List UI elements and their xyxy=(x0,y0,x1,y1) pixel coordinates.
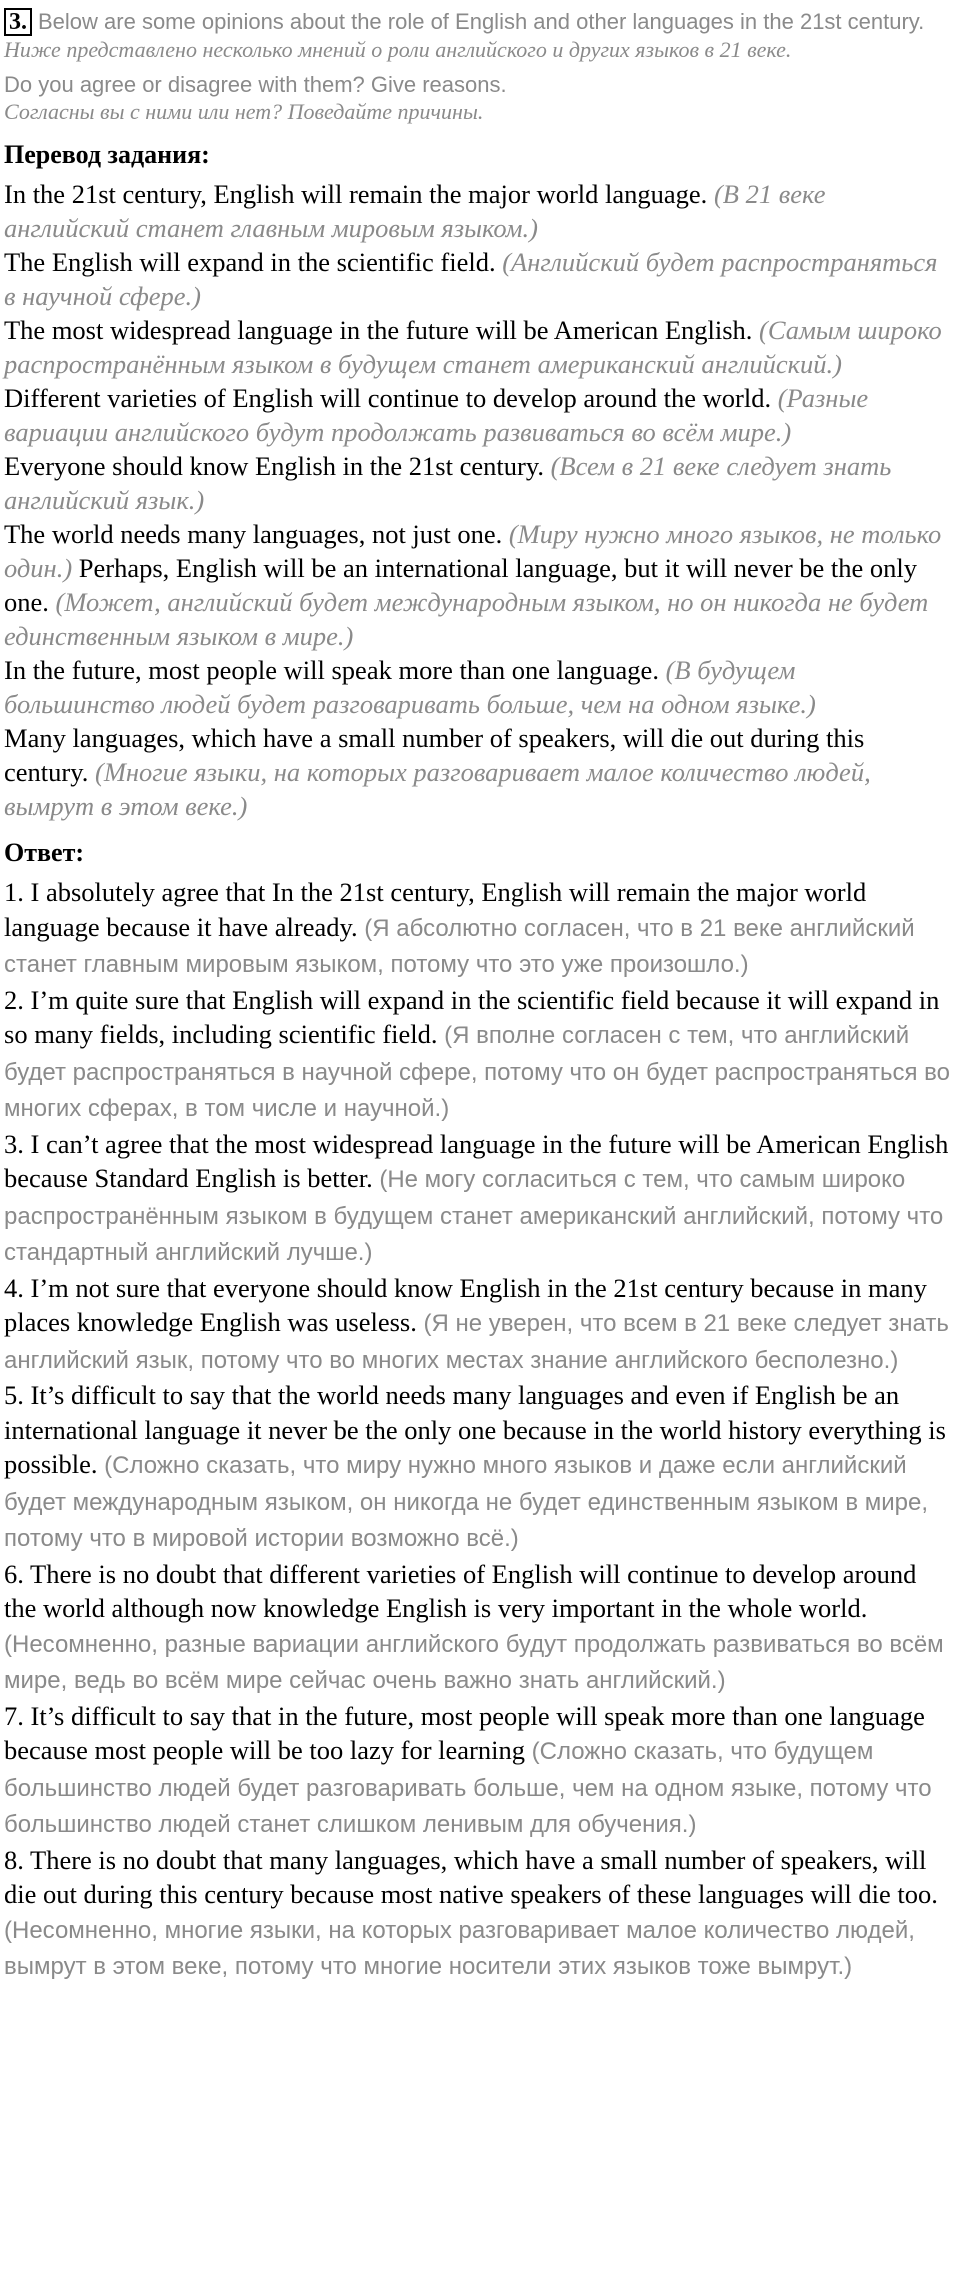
answer-en: 6. There is no doubt that different varieties of English will continue to develop around the world although now knowledge English is very important in the whole world. xyxy=(4,1558,917,1623)
task-question-ru: Согласны вы с ними или нет? Поведайте причины. xyxy=(4,99,484,124)
answer-en: 7. It’s difficult to say that in the future, most people will speak more than one language because most people will be too lazy for learning xyxy=(4,1700,925,1765)
answer-item xyxy=(4,1557,952,1699)
statement-item xyxy=(4,381,952,449)
statement-item xyxy=(4,313,952,381)
statement-en: The English will expand in the scientific field. xyxy=(4,247,496,277)
statement-en: The world needs many languages, not just one. xyxy=(4,519,503,549)
answer-en: 8. There is no doubt that many languages, which have a small number of speakers, will die out during this century because most native speakers of these languages will die too. xyxy=(4,1844,938,1909)
task-prompt xyxy=(4,8,952,125)
task-question-en: Do you agree or disagree with them? Give reasons. xyxy=(4,72,507,97)
statement-ru: (В будущем большинство людей будет разговаривать больше, чем на одном языке.) xyxy=(4,655,816,719)
answer-item xyxy=(4,875,952,983)
answer-en: 5. It’s difficult to say that the world needs many languages and even if English be an international language it never be the only one because in the world history everything is possible. xyxy=(4,1380,946,1479)
statement-en: Different varieties of English will continue to develop around the world. xyxy=(4,383,772,413)
statement-en-2: Perhaps, English will be an international language, but it will never be the only one. xyxy=(4,553,918,617)
statement-ru: (Миру нужно много языков, не только один.) xyxy=(4,519,942,583)
answer-item xyxy=(4,1699,952,1843)
statement-ru: (Многие языки, на которых разговаривает малое количество людей, вымрут в этом веке.) xyxy=(4,757,871,821)
answer-ru: (Сложно сказать, что миру нужно много языков и даже если английский будет международным языком, он никогда не будет единственным языком в мире, потому что в мировой истории возможно всё.) xyxy=(4,1452,929,1552)
answer-ru: (Я вполне согласен с тем, что английский будет распространяться в научной сфере, потому что он будет распространяться во многих сферах, в том числе и научной.) xyxy=(4,1022,950,1122)
statement-ru: (Самым широко распространённым языком в будущем станет американский английский.) xyxy=(4,315,942,379)
statement-item xyxy=(4,245,952,313)
statement-ru: (Разные вариации английского будут продолжать развиваться во всём мире.) xyxy=(4,383,869,447)
statement-en: In the 21st century, English will remain the major world language. xyxy=(4,179,708,209)
statement-en: Many languages, which have a small number of speakers, will die out during this century. xyxy=(4,723,865,787)
statement-item xyxy=(4,177,952,245)
answer-item xyxy=(4,1271,952,1379)
answer-item xyxy=(4,983,952,1127)
statement-ru: (В 21 веке английский станет главным мировым языком.) xyxy=(4,179,826,243)
statement-list xyxy=(4,177,952,823)
task-prompt-en: Below are some opinions about the role of English and other languages in the 21st century. xyxy=(38,9,925,34)
answer-ru: (Несомненно, многие языки, на которых разговаривает малое количество людей, вымрут в этом веке, потому что многие носители этих языков тоже вымрут.) xyxy=(4,1916,915,1980)
statement-ru: (Всем в 21 веке следует знать английский язык.) xyxy=(4,451,892,515)
answer-ru: (Несомненно, разные вариации английского будут продолжать развиваться во всём мире, ведь во всём мире сейчас очень важно знать английский.) xyxy=(4,1630,944,1694)
statement-en: The most widespread language in the future will be American English. xyxy=(4,315,753,345)
answer-en: 2. I’m quite sure that English will expand in the scientific field because it will expand in so many fields, including scientific field. xyxy=(4,984,940,1049)
answer-item xyxy=(4,1127,952,1271)
statement-ru-2: (Может, английский будет международным языком, но он никогда не будет единственным языком в мире.) xyxy=(4,587,929,651)
answer-ru: (Я абсолютно согласен, что в 21 веке английский станет главным мировым языком, потому что это уже произошло.) xyxy=(4,914,915,978)
answer-ru: (Сложно сказать, что будущем большинство людей будет разговаривать больше, чем на одном языке, потому что большинство людей станет слишком ленивым для обучения.) xyxy=(4,1738,932,1838)
answer-en: 4. I’m not sure that everyone should know English in the 21st century because in many places knowledge English was useless. xyxy=(4,1272,927,1337)
answer-en: 1. I absolutely agree that In the 21st century, English will remain the major world language because it have already. xyxy=(4,877,867,942)
answer-ru: (Не могу согласиться с тем, что самым широко распространённым языком в будущем станет американский английский, потому что стандартный английский лучше.) xyxy=(4,1166,944,1266)
statement-item xyxy=(4,721,952,823)
statement-en: In the future, most people will speak more than one language. xyxy=(4,655,659,685)
answer-list xyxy=(4,875,952,1985)
answer-ru: (Я не уверен, что всем в 21 веке следует знать английский язык, потому что во многих местах знание английского бесполезно.) xyxy=(4,1310,949,1374)
statement-ru: (Английский будет распространяться в научной сфере.) xyxy=(4,247,938,311)
answer-title: Ответ: xyxy=(4,838,85,867)
answer-item xyxy=(4,1378,952,1557)
statement-item xyxy=(4,653,952,721)
task-number: 3. xyxy=(4,8,32,36)
task-prompt-ru: Ниже представлено несколько мнений о роли английского и других языков в 21 веке. xyxy=(4,37,792,62)
answer-item xyxy=(4,1843,952,1985)
statement-item xyxy=(4,517,952,653)
translation-title: Перевод задания: xyxy=(4,140,210,169)
answer-en: 3. I can’t agree that the most widespread language in the future will be American English because Standard English is better. xyxy=(4,1128,949,1193)
statement-en: Everyone should know English in the 21st century. xyxy=(4,451,544,481)
statement-item xyxy=(4,449,952,517)
